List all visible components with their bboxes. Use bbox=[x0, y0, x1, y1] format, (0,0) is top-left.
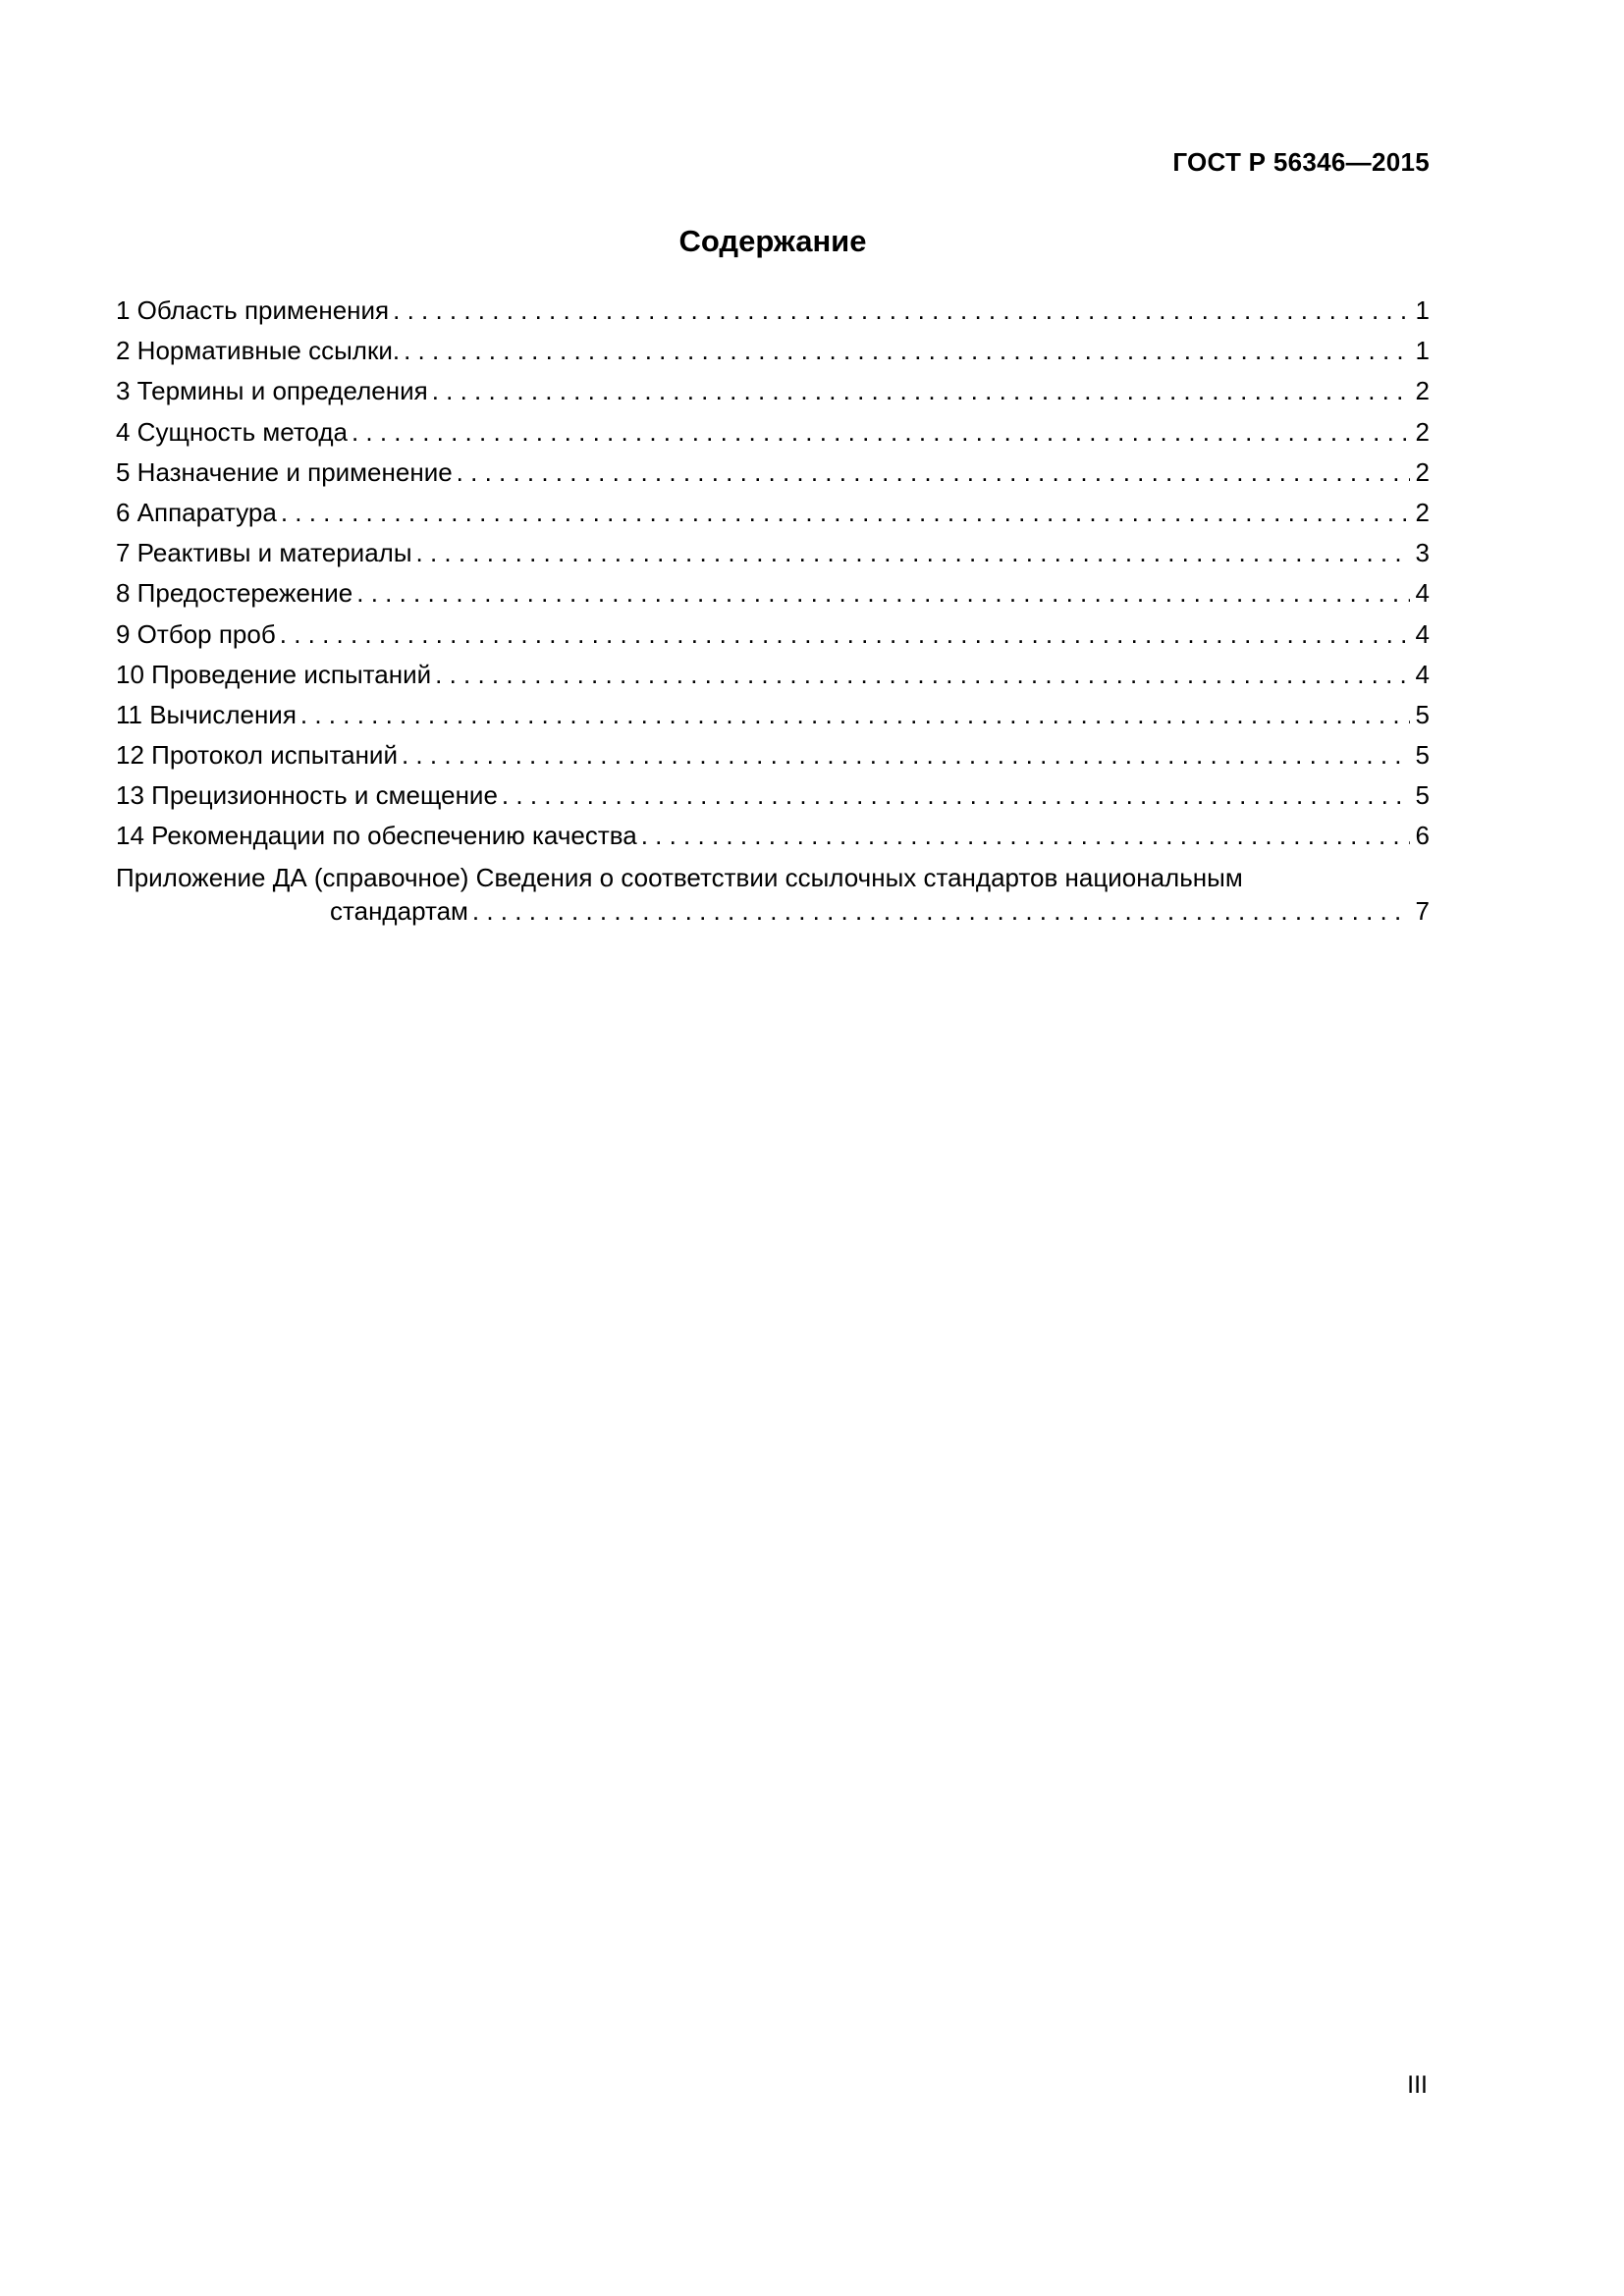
toc-entry-page: 2 bbox=[1415, 416, 1430, 447]
toc-leader-dots bbox=[457, 454, 1410, 490]
toc-entry-page: 5 bbox=[1415, 780, 1430, 811]
toc-leader-dots bbox=[416, 535, 1410, 570]
toc-entry-page: 1 bbox=[1415, 295, 1430, 325]
toc-entry-page: 2 bbox=[1415, 456, 1430, 487]
toc-leader-dots bbox=[432, 373, 1410, 408]
toc-entry-label: 1 Область применения bbox=[116, 295, 390, 325]
toc-entry[interactable] bbox=[116, 414, 1430, 454]
toc-entry-page: 5 bbox=[1415, 699, 1430, 729]
toc-entry[interactable] bbox=[116, 373, 1430, 413]
toc-entry-label: 3 Термины и определения bbox=[116, 376, 428, 406]
toc-entry[interactable] bbox=[116, 737, 1430, 777]
toc-entry-page: 6 bbox=[1415, 821, 1430, 851]
toc-entry-page: 2 bbox=[1415, 497, 1430, 527]
toc-leader-dots bbox=[300, 697, 1410, 732]
toc-entry-label: 6 Аппаратура bbox=[116, 497, 277, 527]
toc-entry-page: 5 bbox=[1415, 740, 1430, 771]
toc-leader-dots bbox=[435, 657, 1409, 692]
toc-annex-entry[interactable] bbox=[116, 861, 1430, 928]
toc-leader-dots bbox=[280, 616, 1410, 652]
toc-entry[interactable] bbox=[116, 535, 1430, 575]
toc-entry[interactable] bbox=[116, 697, 1430, 737]
toc-entry[interactable] bbox=[116, 333, 1430, 373]
toc-leader-dots bbox=[472, 894, 1410, 928]
toc-entry[interactable] bbox=[116, 777, 1430, 818]
toc-entry-page: 1 bbox=[1415, 336, 1430, 366]
toc-entry-label: 13 Прецизионность и смещение bbox=[116, 780, 498, 811]
toc-entry[interactable] bbox=[116, 293, 1430, 333]
toc-entry-label: 7 Реактивы и материалы bbox=[116, 538, 412, 568]
toc-entry-label: 12 Протокол испытаний bbox=[116, 740, 398, 771]
document-code: ГОСТ Р 56346—2015 bbox=[1172, 147, 1430, 177]
toc-leader-dots bbox=[404, 333, 1409, 368]
toc-leader-dots bbox=[356, 575, 1409, 611]
toc-leader-dots bbox=[281, 495, 1410, 530]
toc-annex-title: Приложение ДА (справочное) Сведения о соответствии ссылочных стандартов национальным bbox=[116, 862, 1243, 892]
toc-annex-title-end: стандартам bbox=[330, 895, 468, 926]
toc-entry-page: 4 bbox=[1415, 578, 1430, 609]
toc-entry-label: 8 Предостережение bbox=[116, 578, 353, 609]
toc-entry-label: 9 Отбор проб bbox=[116, 618, 276, 649]
toc-leader-dots bbox=[502, 777, 1410, 813]
toc-entry-page: 4 bbox=[1415, 618, 1430, 649]
toc-entry-page: 2 bbox=[1415, 376, 1430, 406]
toc-leader-dots bbox=[393, 293, 1409, 328]
toc-entry-page: 4 bbox=[1415, 659, 1430, 689]
toc-entry[interactable] bbox=[116, 575, 1430, 615]
toc-annex-page: 7 bbox=[1415, 895, 1430, 926]
toc-entry[interactable] bbox=[116, 454, 1430, 495]
toc-leader-dots bbox=[402, 737, 1410, 773]
toc-entry-page: 3 bbox=[1415, 538, 1430, 568]
toc-entry-label: 2 Нормативные ссылки. bbox=[116, 336, 401, 366]
toc-entry[interactable] bbox=[116, 818, 1430, 858]
toc-entry[interactable] bbox=[116, 495, 1430, 535]
toc-entry[interactable] bbox=[116, 616, 1430, 657]
toc-leader-dots bbox=[641, 818, 1410, 853]
toc-annex-continuation bbox=[116, 894, 1430, 928]
toc-title: Содержание bbox=[678, 224, 867, 258]
page-number: III bbox=[1407, 2071, 1428, 2099]
toc-entry-label: 5 Назначение и применение bbox=[116, 456, 453, 487]
toc-leader-dots bbox=[352, 414, 1410, 450]
table-of-contents bbox=[116, 293, 1430, 928]
toc-entry-label: 11 Вычисления bbox=[116, 699, 297, 729]
toc-entry-label: 14 Рекомендации по обеспечению качества bbox=[116, 821, 637, 851]
toc-entry-label: 10 Проведение испытаний bbox=[116, 659, 432, 689]
toc-entry-label: 4 Сущность метода bbox=[116, 416, 348, 447]
toc-entry[interactable] bbox=[116, 657, 1430, 697]
